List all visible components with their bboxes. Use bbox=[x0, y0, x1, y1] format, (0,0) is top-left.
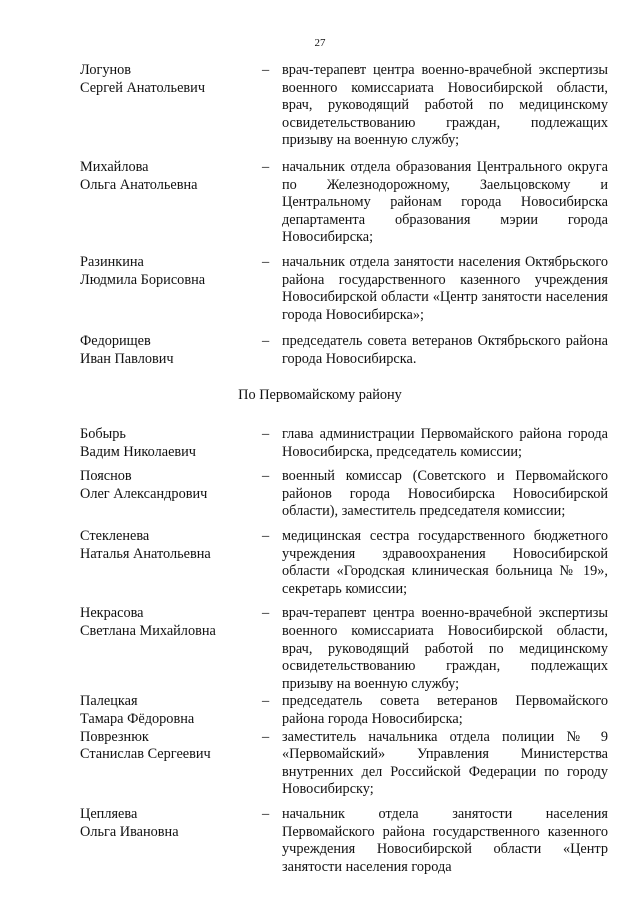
member-entry bbox=[80, 254, 608, 324]
member-surname: Логунов bbox=[80, 62, 132, 78]
member-name bbox=[80, 468, 262, 521]
member-name bbox=[80, 693, 262, 728]
dash-separator: – bbox=[262, 253, 270, 270]
member-surname: Бобырь bbox=[80, 426, 126, 443]
member-surname: Михайлова bbox=[80, 158, 149, 175]
member-surname: Пояснов bbox=[80, 468, 132, 485]
member-name bbox=[80, 62, 262, 150]
member-position: врач-терапевт центра военно-врачебной экспертизы военного комиссариата Новосибирской области, врач, руководящий работой по медицинскому освидетельствованию граждан, подлежащих призыву на военную службу; bbox=[282, 605, 608, 692]
member-surname: Федорищев bbox=[80, 333, 151, 350]
member-surname: Некрасова bbox=[80, 605, 144, 622]
member-entry bbox=[80, 468, 608, 521]
page-number: 27 bbox=[314, 37, 326, 49]
dash-separator: – bbox=[262, 158, 270, 175]
member-entry bbox=[80, 693, 608, 728]
member-entry bbox=[80, 729, 608, 799]
member-surname: Поврезнюк bbox=[80, 728, 149, 745]
member-given-name: Вадим Николаевич bbox=[80, 443, 197, 460]
member-given-name: Ольга Анатольевна bbox=[80, 176, 198, 193]
member-surname: Палецкая bbox=[80, 693, 138, 710]
member-surname: Разинкина bbox=[80, 253, 144, 270]
member-name bbox=[80, 426, 262, 461]
member-name bbox=[80, 729, 262, 799]
member-name bbox=[80, 159, 262, 247]
member-entry bbox=[80, 426, 608, 461]
member-given-name: Тамара Фёдоровна bbox=[80, 711, 195, 727]
dash-separator: – bbox=[262, 605, 270, 622]
member-entry bbox=[80, 333, 608, 368]
member-name bbox=[80, 254, 262, 324]
dash-separator: – bbox=[262, 62, 270, 78]
member-entry bbox=[80, 806, 608, 876]
member-name bbox=[80, 806, 262, 876]
member-entry bbox=[80, 605, 608, 693]
member-given-name: Олег Александрович bbox=[80, 485, 208, 502]
member-given-name: Людмила Борисовна bbox=[80, 271, 206, 288]
member-position: начальник отдела образования Центрального округа по Железнодорожному, Заельцовскому и Центральному районам города Новосибирска департамента образования мэрии города Новосибирска; bbox=[282, 158, 608, 246]
dash-separator: – bbox=[262, 728, 270, 745]
section-title: По Первомайскому району bbox=[238, 386, 402, 403]
member-position: медицинская сестра государственного бюджетного учреждения здравоохранения Новосибирской области «Городская клиническая больница № 19», секретарь комиссии; bbox=[282, 528, 608, 597]
dash-separator: – bbox=[262, 693, 270, 710]
member-entry bbox=[80, 62, 608, 150]
member-given-name: Ольга Ивановна bbox=[80, 823, 179, 840]
member-position: военный комиссар (Советского и Первомайского районов города Новосибирска Новосибирской области), заместитель председателя комиссии; bbox=[282, 468, 608, 520]
member-given-name: Станислав Сергеевич bbox=[80, 746, 211, 763]
member-position: председатель совета ветеранов Первомайского района города Новосибирска; bbox=[282, 693, 608, 727]
member-name bbox=[80, 605, 262, 693]
member-name bbox=[80, 528, 262, 598]
member-position: начальник отдела занятости населения Первомайского района государственного казенного учреждения Новосибирской области «Центр занятости населения города bbox=[282, 805, 608, 875]
member-given-name: Сергей Анатольевич bbox=[80, 79, 206, 96]
dash-separator: – bbox=[262, 426, 270, 443]
member-name bbox=[80, 333, 262, 368]
member-position: глава администрации Первомайского района города Новосибирска, председатель комиссии; bbox=[282, 426, 608, 460]
dash-separator: – bbox=[262, 468, 270, 485]
member-position: врач-терапевт центра военно-врачебной экспертизы военного комиссариата Новосибирской области, врач, руководящий работой по медицинскому освидетельствованию граждан, подлежащих призыву на военную службу; bbox=[282, 62, 608, 149]
member-position: начальник отдела занятости населения Октябрьского района государственного казенного учреждения Новосибирской области «Центр занятости населения города Новосибирска»; bbox=[282, 253, 608, 323]
member-surname: Стекленева bbox=[80, 528, 150, 545]
dash-separator: – bbox=[262, 333, 270, 350]
member-entry bbox=[80, 528, 608, 598]
member-given-name: Иван Павлович bbox=[80, 350, 174, 367]
member-entry bbox=[80, 159, 608, 247]
member-surname: Цепляева bbox=[80, 805, 138, 822]
member-given-name: Светлана Михайловна bbox=[80, 623, 216, 640]
member-position: заместитель начальника отдела полиции № 9 «Первомайский» Управления Министерства внутренних дел Российской Федерации по городу Новосибирску; bbox=[282, 728, 608, 798]
commission-list bbox=[80, 62, 608, 876]
dash-separator: – bbox=[262, 805, 270, 822]
member-position: председатель совета ветеранов Октябрьского района города Новосибирска. bbox=[282, 333, 608, 367]
dash-separator: – bbox=[262, 528, 270, 545]
member-given-name: Наталья Анатольевна bbox=[80, 545, 211, 562]
